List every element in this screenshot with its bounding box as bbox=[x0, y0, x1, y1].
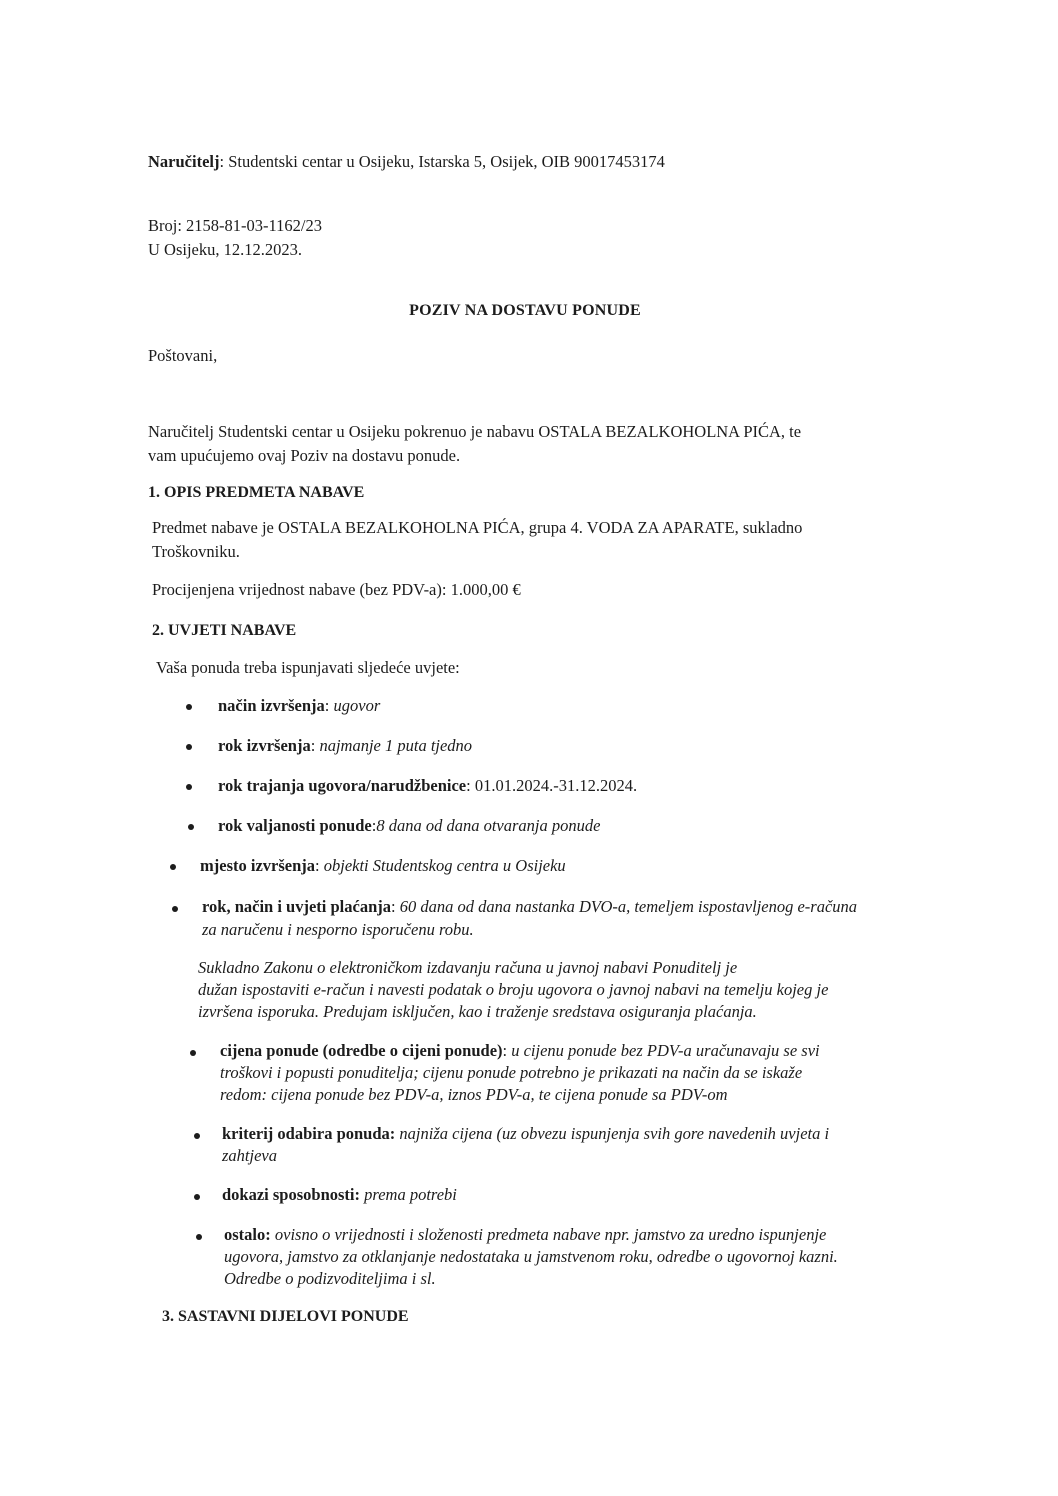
bullet-icon bbox=[186, 784, 192, 790]
condition-item: dokazi sposobnosti: prema potrebi bbox=[222, 1185, 457, 1204]
bullet-icon bbox=[194, 1133, 200, 1139]
intro-line-1: Naručitelj Studentski centar u Osijeku pokrenuo je nabavu OSTALA BEZALKOHOLNA PIĆA, te bbox=[148, 422, 802, 441]
bullet-icon bbox=[186, 704, 192, 710]
condition-item: rok, način i uvjeti plaćanja: 60 dana od dana nastanka DVO-a, temeljem ispostavljenog e-računa bbox=[202, 897, 858, 916]
condition-item-continuation: Odredbe o podizvoditeljima i sl. bbox=[224, 1269, 436, 1288]
narucitelj-line bbox=[148, 152, 665, 172]
condition-item: rok trajanja ugovora/narudžbenice: 01.01.2024.-31.12.2024. bbox=[218, 776, 638, 795]
condition-item: cijena ponude (odredbe o cijeni ponude): u cijenu ponude bez PDV-a uračunavaju se svi bbox=[220, 1041, 820, 1060]
bullet-icon bbox=[170, 864, 176, 870]
salutation: Poštovani, bbox=[148, 346, 218, 365]
condition-item-continuation: ugovora, jamstvo za otklanjanje nedostataka u jamstvenom roku, odredbe o ugovornoj kazni. bbox=[224, 1247, 838, 1266]
date-line: U Osijeku, 12.12.2023. bbox=[148, 240, 302, 259]
bullet-icon bbox=[172, 906, 178, 912]
narucitelj-label: Naručitelj bbox=[148, 152, 220, 171]
condition-item: kriterij odabira ponuda: najniža cijena (uz obvezu ispunjenja svih gore navedenih uvjeta i bbox=[222, 1124, 830, 1143]
procijenjena-vrijednost: Procijenjena vrijednost nabave (bez PDV-a): 1.000,00 € bbox=[152, 580, 521, 599]
condition-item: rok izvršenja: najmanje 1 puta tjedno bbox=[218, 736, 473, 755]
section-3-heading: 3. SASTAVNI DIJELOVI PONUDE bbox=[162, 1308, 409, 1325]
condition-item-continuation: zahtjeva bbox=[222, 1146, 277, 1165]
bullet-icon bbox=[190, 1050, 196, 1056]
section-2-heading: 2. UVJETI NABAVE bbox=[152, 622, 297, 639]
bullet-icon bbox=[194, 1194, 200, 1200]
broj-line: Broj: 2158-81-03-1162/23 bbox=[148, 216, 322, 235]
section-1-line-1: Predmet nabave je OSTALA BEZALKOHOLNA PIĆA, grupa 4. VODA ZA APARATE, sukladno bbox=[152, 518, 803, 537]
note-line-3: izvršena isporuka. Predujam isključen, kao i traženje sredstava osiguranja plaćanja. bbox=[198, 1002, 757, 1021]
section-2-intro: Vaša ponuda treba ispunjavati sljedeće uvjete: bbox=[156, 658, 460, 677]
condition-item: rok valjanosti ponude:8 dana od dana otvaranja ponude bbox=[218, 816, 601, 835]
document-title: POZIV NA DOSTAVU PONUDE bbox=[409, 302, 641, 319]
condition-item: mjesto izvršenja: objekti Studentskog centra u Osijeku bbox=[200, 856, 566, 875]
narucitelj-value: : Studentski centar u Osijeku, Istarska 5, Osijek, OIB 90017453174 bbox=[219, 152, 665, 171]
condition-item: način izvršenja: ugovor bbox=[218, 696, 381, 715]
bullet-icon bbox=[196, 1234, 202, 1240]
intro-line-2: vam upućujemo ovaj Poziv na dostavu ponude. bbox=[148, 446, 461, 465]
condition-item-continuation: troškovi i popusti ponuditelja; cijenu ponude potrebno je prikazati na način da se iskaže bbox=[220, 1063, 803, 1082]
condition-item: ostalo: ovisno o vrijednosti i složenosti predmeta nabave npr. jamstvo za uredno ispunjenje bbox=[224, 1225, 827, 1244]
bullet-icon bbox=[188, 824, 194, 830]
note-line-2: dužan ispostaviti e-račun i navesti podatak o broju ugovora o javnoj nabavi na temelju kojeg je bbox=[198, 980, 829, 999]
section-1-heading: 1. OPIS PREDMETA NABAVE bbox=[148, 484, 365, 501]
bullet-icon bbox=[186, 744, 192, 750]
condition-item-continuation: za naručenu i nesporno isporučenu robu. bbox=[202, 920, 474, 939]
note-line-1: Sukladno Zakonu o elektroničkom izdavanju računa u javnoj nabavi Ponuditelj je bbox=[198, 958, 738, 977]
section-1-line-2: Troškovniku. bbox=[152, 542, 240, 561]
condition-item-continuation: redom: cijena ponude bez PDV-a, iznos PDV-a, te cijena ponude sa PDV-om bbox=[220, 1085, 728, 1104]
